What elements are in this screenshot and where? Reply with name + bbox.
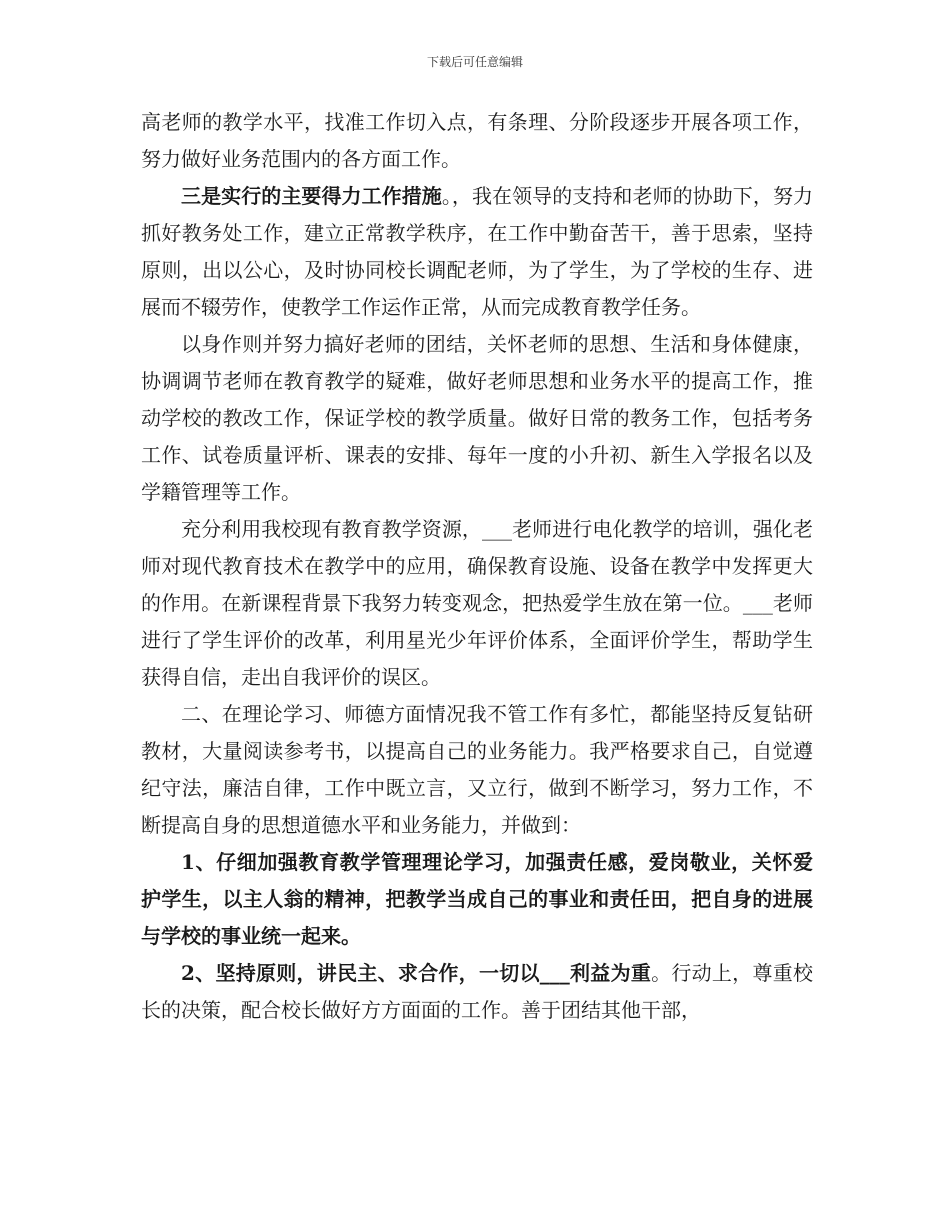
paragraph-heading-bold: 2、坚持原则，讲民主、求合作，一切以___利益为重 (181, 961, 652, 985)
paragraph-resources: 充分利用我校现有教育教学资源，___老师进行电化教学的培训，强化老师对现代教育技术在教学中的应用，确保教育设施、设备在教学中发挥更大的作用。在新课程背景下我努力转变观念，把热爱学生放在第一位。___老师进行了学生评价的改革，利用星光少年评价体系，全面评价学生，帮助学生获得自信，走出自我评价的误区。 (141, 517, 813, 689)
paragraph-text: 。，我在领导的支持和老师的协助下，努力抓好教务处工作，建立正常教学秩序，在工作中勤奋苦干，善于思索，坚持原则，出以公心，及时协同校长调配老师，为了学生，为了学校的生存、进展而不辍劳作，使教学工作运作正常，从而完成教育教学任务。 (141, 184, 814, 319)
paragraph-item-1: 1、仔细加强教育教学管理理论学习，加强责任感，爱岗敬业，关怀爱护学生，以主人翁的精神，把教学当成自己的事业和责任田，把自身的进展与学校的事业统一起来。 (141, 850, 813, 948)
paragraph-item-2 (141, 955, 813, 1029)
document-body (141, 104, 813, 1029)
paragraph-measures (141, 178, 813, 326)
paragraph-text: 。行动上，尊重校长的决策，配合校长做好方方面面的工作。善于团结其他干部， (141, 961, 813, 1022)
paragraph-continuation: 高老师的教学水平，找准工作切入点，有条理、分阶段逐步开展各项工作，努力做好业务范围内的各方面工作。 (141, 110, 813, 171)
page-header: 下载后可任意编辑 (426, 55, 523, 69)
paragraph-theory-study: 二、在理论学习、师德方面情况我不管工作有多忙，都能坚持反复钻研教材，大量阅读参考书，以提高自己的业务能力。我严格要求自己，自觉遵纪守法，廉洁自律，工作中既立言，又立行，做到不断学习，努力工作，不断提高自身的思想道德水平和业务能力，并做到： (141, 702, 813, 837)
paragraph-heading-bold: 三是实行的主要得力工作措施 (181, 184, 442, 208)
paragraph-teacher-unity: 以身作则并努力搞好老师的团结，关怀老师的思想、生活和身体健康，协调调节老师在教育教学的疑难，做好老师思想和业务水平的提高工作，推动学校的教改工作，保证学校的教学质量。做好日常的教务工作，包括考务工作、试卷质量评析、课表的安排、每年一度的小升初、新生入学报名以及学籍管理等工作。 (141, 332, 813, 504)
